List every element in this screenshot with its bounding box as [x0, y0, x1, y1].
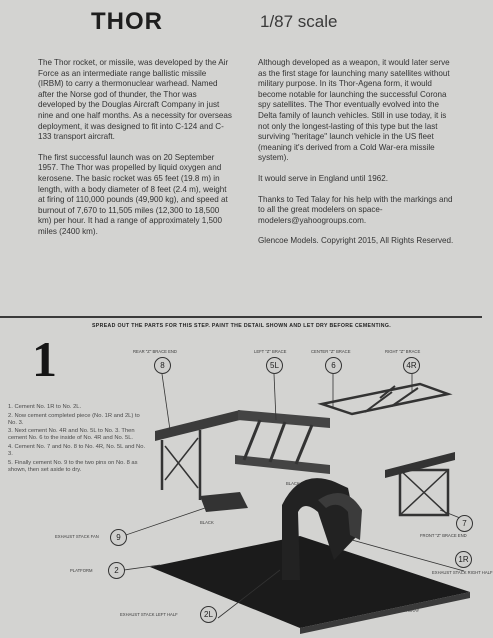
- paragraph: Although developed as a weapon, it would later serve as the first stage for launching many satellites without military purpose. In its Thor-Agena form, it would become notable for launching the successful Corona spy satellites. The Thor eventually evolved into the Delta family of launch vehicles. Still in use today, it is not only the longest-lasting of this type but the last surviving "heritage" launch vehicle in the US fleet (meaning it's derived from a Cold War-era missile system).: [258, 58, 450, 163]
- step-title: SPREAD OUT THE PARTS FOR THIS STEP. PAINT THE DETAIL SHOWN AND LET DRY BEFORE CEMENTING.: [92, 323, 392, 329]
- paint-note: BLACK: [286, 481, 300, 486]
- callout-label: LEFT "Z" BRACE: [254, 349, 287, 354]
- instruction-item: 1. Cement No. 1R to No. 2L.: [8, 404, 82, 410]
- instruction-item: 3. Next cement No. 4R and No. 5L to No. 3. Then cement No. 6 to the inside of No. 4R and No. 5L.: [8, 428, 135, 442]
- callout-label: RIGHT "Z" BRACE: [385, 349, 421, 354]
- part-number-circle: 2L: [200, 606, 217, 623]
- paragraph: The first successful launch was on 20 September 1957. The Thor was propelled by liquid oxygen and kerosene. The basic rocket was 65 feet (19.8 m) in length, with a body diameter of 8 feet (2.4 m), weight at firing of 110,000 pounds (49,900 kg), and speed at burnout of 7,670 to 11,505 miles (12,300 to 18,500 km) per hour. It had a range of approximately 1,500 miles (2400 km).: [38, 152, 228, 236]
- callout-label: EXHAUST STACK FAN: [55, 534, 99, 539]
- part-number-circle: 8: [154, 357, 171, 374]
- instruction-list: [8, 404, 150, 475]
- platform-part: [150, 536, 470, 628]
- exhaust-fan-part: [200, 492, 248, 512]
- callout-label: REAR "Z" BRACE END: [133, 349, 177, 354]
- callout-label: CENTER "Z" BRACE: [311, 349, 351, 354]
- paragraph: The Thor rocket, or missile, was developed by the Air Force as an intermediate range ballistic missile (IRBM) to carry a thermonuclear warhead. Named after the Norse god of thunder, the Thor was developed by the Douglas Aircraft Company in just nine and one half months. As a necessity for overseas deployment, it was designed to fit into C-124 and C-133 transport aircraft.: [38, 58, 232, 142]
- instruction-item: 2. Now cement completed piece (No. 1R and 2L) to No. 3.: [8, 412, 140, 426]
- history-left-column: [38, 58, 234, 248]
- part-number-circle: 5L: [266, 357, 283, 374]
- scale-label: 1/87 scale: [260, 12, 338, 31]
- callout-label: EXHAUST STACK LEFT HALF: [120, 612, 178, 617]
- part-number-circle: 9: [110, 529, 127, 546]
- callout-label: PLATFORM: [70, 568, 93, 573]
- part-number-circle: 6: [325, 357, 342, 374]
- part-number-circle: 7: [456, 515, 473, 532]
- right-brace-part: [322, 384, 448, 414]
- callout-label: EXHAUST STACK RIGHT HALF: [432, 570, 493, 575]
- paragraph: Thanks to Ted Talay for his help with the markings and to all the great modelers on space-modelers@yahoogroups.com.: [258, 194, 453, 225]
- history-right-column: [258, 58, 454, 257]
- instruction-item: 5. Finally cement No. 9 to the two pins on No. 8 as shown, then set aside to dry.: [8, 459, 138, 473]
- paragraph: It would serve in England until 1962.: [258, 173, 389, 183]
- paint-note: DARK GRAY: [395, 608, 420, 613]
- step-number: 1: [32, 331, 57, 387]
- part-number-circle: 4R: [403, 357, 420, 374]
- part-number-circle: 1R: [455, 551, 472, 568]
- paint-note: BLACK: [200, 520, 214, 525]
- page-title: THOR: [91, 8, 163, 35]
- part-number-circle: 2: [108, 562, 125, 579]
- paragraph: Glencoe Models. Copyright 2015, All Rights Reserved.: [258, 236, 454, 246]
- instruction-item: 4. Cement No. 7 and No. 8 to No. 4R, No. 5L and No. 3.: [8, 443, 146, 458]
- callout-label: FRONT "Z" BRACE END: [420, 533, 467, 538]
